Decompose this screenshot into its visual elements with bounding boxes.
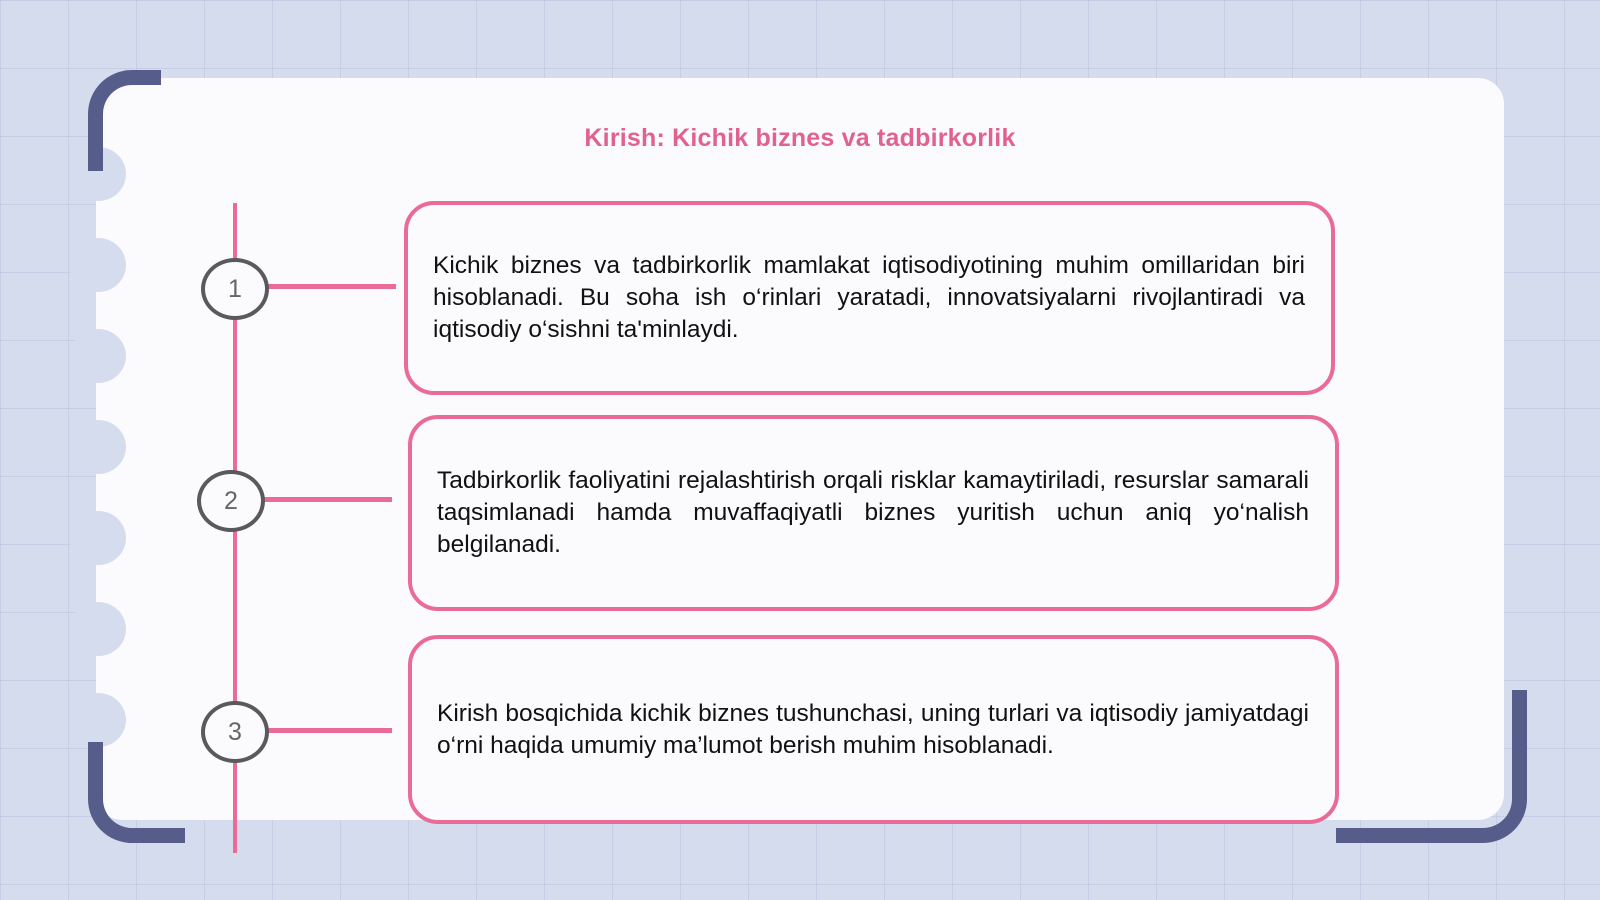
- step-card-1: [404, 201, 1335, 395]
- step-card-text: Tadbirkorlik faoliyatini rejalashtirish orqali risklar kamaytiriladi, resurslar samarali taqsimlanadi hamda muvaffaqiyatli biznes yuritish uchun aniq yo‘nalish belgilanadi.: [437, 467, 1309, 558]
- corner-bracket-bottom-right: [1336, 690, 1527, 843]
- corner-bracket-bottom-left: [88, 742, 185, 843]
- sheet-notch: [70, 602, 126, 656]
- timeline-connector: [262, 497, 392, 502]
- sheet-notch: [70, 329, 126, 383]
- sheet-notch: [70, 511, 126, 565]
- sheet-notch: [70, 693, 126, 747]
- step-number-1: 1: [201, 258, 269, 320]
- slide-title: Kirish: Kichik biznes va tadbirkorlik: [584, 124, 1016, 152]
- timeline-connector: [266, 284, 396, 289]
- step-number-2: 2: [197, 470, 265, 532]
- step-card-text: Kirish bosqichida kichik biznes tushunchasi, uning turlari va iqtisodiy jamiyatdagi o‘rni haqida umumiy ma’lumot berish muhim hisoblanadi.: [437, 699, 1309, 759]
- step-card-2: [408, 415, 1339, 611]
- sheet-notch: [70, 238, 126, 292]
- timeline-connector: [266, 728, 392, 733]
- step-number-3: 3: [201, 701, 269, 763]
- sheet-notch: [70, 420, 126, 474]
- corner-bracket-top-left: [88, 70, 161, 171]
- step-card-text: Kichik biznes va tadbirkorlik mamlakat iqtisodiyotining muhim omillaridan biri hisoblanadi. Bu soha ish o‘rinlari yaratadi, innovatsiyalarni rivojlantiradi va iqtisodiy o‘sishni ta'minlaydi.: [433, 252, 1305, 343]
- step-card-3: [408, 635, 1339, 824]
